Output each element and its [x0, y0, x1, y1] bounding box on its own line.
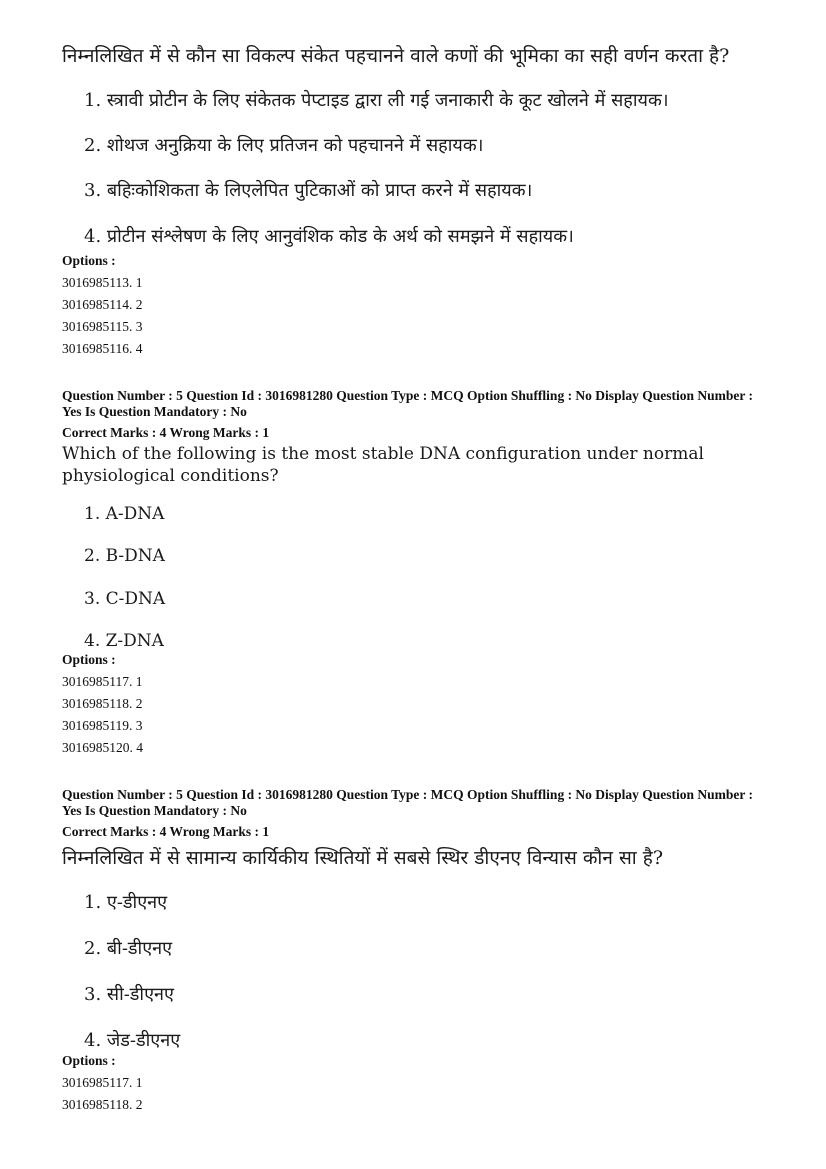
choice-4: 4. जेड-डीएनए: [84, 1030, 181, 1051]
options-label: Options :: [62, 1053, 116, 1068]
choice-3: 3. बहिःकोशिकता के लिएलेपित पुटिकाओं को प्राप्त करने में सहायक।: [84, 180, 533, 201]
choice-1: 1. स्त्रावी प्रोटीन के लिए संकेतक पेप्टाइड द्वारा ली गई जनाकारी के कूट खोलने में सहायक।: [84, 90, 669, 111]
question-text-hindi-1: निम्नलिखित में से कौन सा विकल्प संकेत पहचानने वाले कणों की भूमिका का सही वर्णन करता है?: [62, 45, 730, 67]
options-label: Options :: [62, 652, 116, 667]
choice-1: 1. ए-डीएनए: [84, 892, 168, 913]
choice-3: 3. सी-डीएनए: [84, 984, 174, 1005]
choice-4: 4. प्रोटीन संश्लेषण के लिए आनुवंशिक कोड के अर्थ को समझने में सहायक।: [84, 226, 574, 247]
choice-3: 3. C-DNA: [84, 589, 166, 609]
choice-2: 2. बी-डीएनए: [84, 938, 173, 959]
option-id: 3016985117. 1: [62, 1075, 143, 1090]
option-id: 3016985116. 4: [62, 341, 143, 356]
marks-info: Correct Marks : 4 Wrong Marks : 1: [62, 425, 270, 440]
question-meta: Question Number : 5 Question Id : 3016981280 Question Type : MCQ Option Shuffling : No Display Question Number : Yes Is Question Mandatory : No: [62, 388, 753, 419]
choice-1: 1. A-DNA: [84, 504, 165, 524]
options-label: Options :: [62, 253, 116, 268]
question-text-hindi-2: निम्नलिखित में से सामान्य कार्यिकीय स्थितियों में सबसे स्थिर डीएनए विन्यास कौन सा है?: [62, 847, 664, 869]
choice-4: 4. Z-DNA: [84, 631, 164, 651]
choice-2: 2. शोथज अनुक्रिया के लिए प्रतिजन को पहचानने में सहायक।: [84, 135, 484, 156]
option-id: 3016985113. 1: [62, 275, 143, 290]
option-id: 3016985120. 4: [62, 740, 143, 755]
question-text-english: Which of the following is the most stable DNA configuration under normal physiological conditions?: [62, 444, 704, 486]
option-id: 3016985118. 2: [62, 1097, 143, 1112]
option-id: 3016985114. 2: [62, 297, 143, 312]
marks-info: Correct Marks : 4 Wrong Marks : 1: [62, 824, 270, 839]
question-meta: Question Number : 5 Question Id : 3016981280 Question Type : MCQ Option Shuffling : No Display Question Number : Yes Is Question Mandatory : No: [62, 787, 753, 818]
choice-2: 2. B-DNA: [84, 546, 165, 566]
option-id: 3016985115. 3: [62, 319, 143, 334]
option-id: 3016985117. 1: [62, 674, 143, 689]
option-id: 3016985118. 2: [62, 696, 143, 711]
option-id: 3016985119. 3: [62, 718, 143, 733]
